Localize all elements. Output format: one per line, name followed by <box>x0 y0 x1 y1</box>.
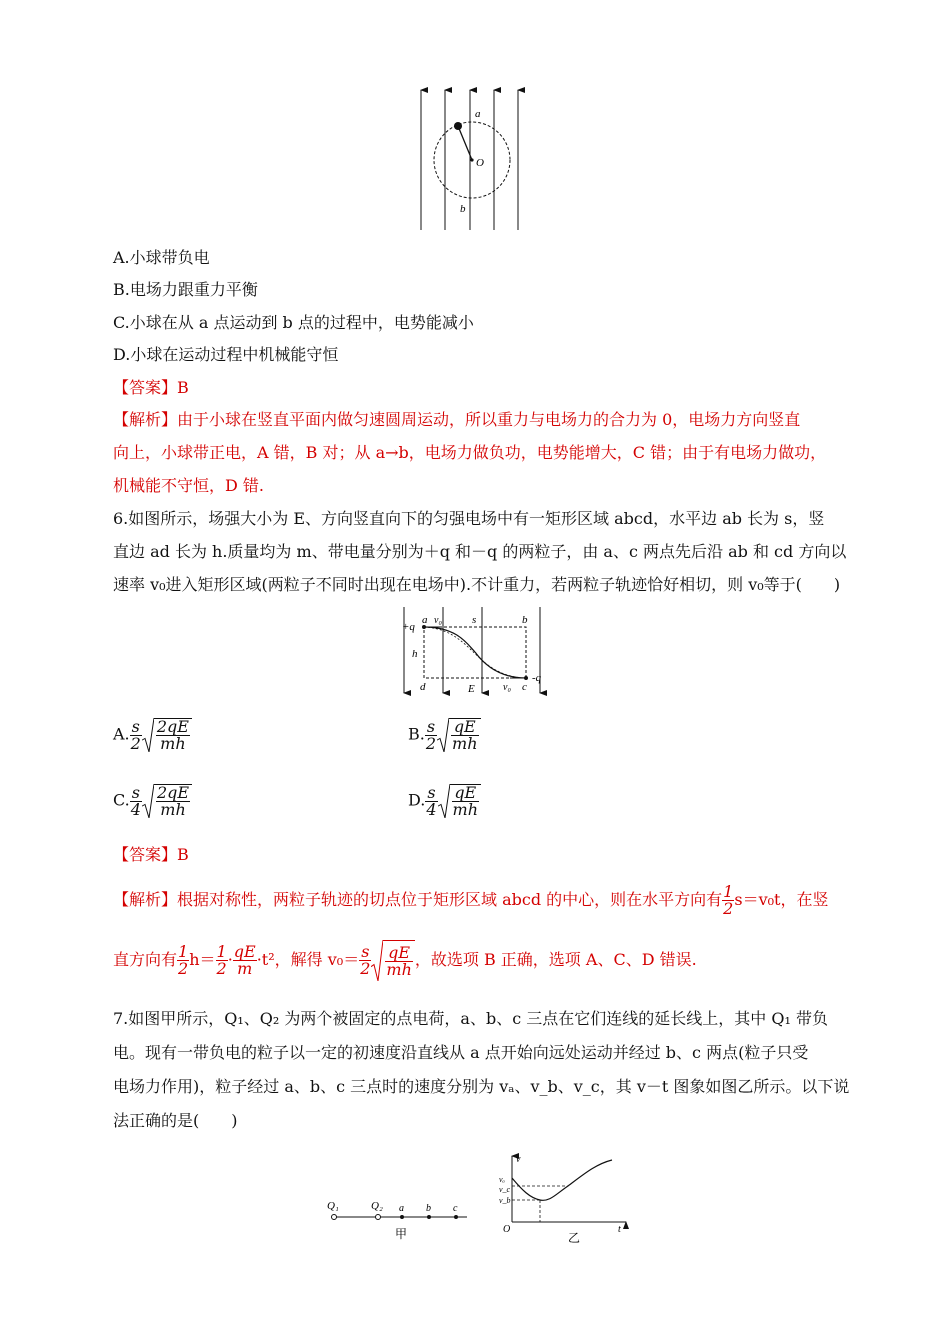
svg-text:t: t <box>618 1224 621 1235</box>
svg-text:+q: +q <box>402 621 415 633</box>
q6-option-b: B. $\frac{s}{2}$ $\frac{qE}{mh}$ <box>408 718 481 752</box>
svg-text:a: a <box>399 1203 404 1214</box>
q5-analysis-line3: 机械能不守恒，D 错. <box>113 476 265 495</box>
figure-rectangle-field <box>398 605 548 700</box>
label-a: a <box>475 108 481 120</box>
figure-jia-charges <box>322 1190 472 1250</box>
label-b: b <box>460 203 466 215</box>
q6-analysis-line1: 【解析】根据对称性，两粒子轨迹的切点位于矩形区域 abcd 的中心，则在水平方向有 $\frac{1}{2}$ s＝v₀t，在竖 <box>113 882 829 918</box>
q5-analysis-line1: 【解析】由于小球在竖直平面内做匀速圆周运动，所以重力与电场力的合力为 0，电场力方向竖直 <box>113 410 801 429</box>
svg-text:a: a <box>422 614 428 626</box>
label-O: O <box>476 157 484 169</box>
svg-text:vₐ: vₐ <box>499 1175 505 1184</box>
q5-answer: 【答案】B <box>113 378 189 397</box>
ball <box>454 122 462 130</box>
svg-text:v_b: v_b <box>499 1196 511 1205</box>
q6-option-d: D. $\frac{s}{4}$ $\frac{qE}{mh}$ <box>408 784 481 818</box>
q6-analysis-line2: 直方向有 $\frac{1}{2}$ h＝ $\frac{1}{2}$ · $\frac{qE}{m}$ ·t²，解得 v₀＝ $\frac{s}{2}$ $\frac{qE}{mh}$ ，故选项 B 正确，选项 A、C、D 错误. <box>113 942 697 979</box>
svg-text:b: b <box>522 614 528 626</box>
trajectory-minus <box>475 652 526 678</box>
charge-Q2 <box>376 1215 381 1220</box>
svg-text:乙: 乙 <box>568 1231 581 1245</box>
trajectory-plus <box>424 627 475 652</box>
svg-text:E: E <box>468 683 475 695</box>
figure-yi-vt-graph <box>494 1152 634 1252</box>
svg-text:Q₂: Q₂ <box>371 1200 383 1212</box>
q6-option-a: A. $\frac{s}{2}$ $\frac{2qE}{mh}$ <box>113 718 192 752</box>
svg-text:v₀: v₀ <box>503 682 511 693</box>
q7-stem-line1: 7.如图甲所示，Q₁、Q₂ 为两个被固定的点电荷，a、b、c 三点在它们连线的延长线上，其中 Q₁ 带负 <box>113 1009 828 1028</box>
charge-Q1 <box>332 1215 337 1220</box>
q7-stem-line2: 电。现有一带负电的粒子以一定的初速度沿直线从 a 点开始向远处运动并经过 b、c 两点(粒子只受 <box>113 1043 809 1062</box>
svg-text:Q₁: Q₁ <box>327 1200 339 1212</box>
q6-stem-line1: 6.如图所示，场强大小为 E、方向竖直向下的匀强电场中有一矩形区域 abcd，水平边 ab 长为 s，竖 <box>113 509 825 528</box>
q5-option-a: A.小球带负电 <box>113 248 210 267</box>
vt-curve <box>512 1160 612 1200</box>
q7-stem-line3: 电场力作用)，粒子经过 a、b、c 三点时的速度分别为 vₐ、v_b、v_c，其 v－t 图象如图乙所示。以下说 <box>113 1077 850 1096</box>
svg-text:甲: 甲 <box>395 1227 408 1241</box>
q6-stem-line3: 速率 v₀进入矩形区域(两粒子不同时出现在电场中).不计重力，若两粒子轨迹恰好相切，则 v₀等于( ) <box>113 575 841 594</box>
q5-option-b: B.电场力跟重力平衡 <box>113 280 258 299</box>
q6-stem-line2: 直边 ad 长为 h.质量均为 m、带电量分别为＋q 和－q 的两粒子，由 a、c 两点先后沿 ab 和 cd 方向以 <box>113 542 847 561</box>
svg-text:b: b <box>426 1203 431 1214</box>
svg-text:d: d <box>420 681 426 693</box>
svg-text:h: h <box>412 648 418 660</box>
figure-circle-field <box>408 84 532 234</box>
q6-answer: 【答案】B <box>113 845 189 864</box>
svg-text:-q: -q <box>532 672 542 684</box>
svg-text:O: O <box>503 1224 511 1235</box>
q5-analysis-line2: 向上，小球带正电，A 错，B 对；从 a→b，电场力做负功，电势能增大，C 错；由于有电场力做功， <box>113 443 827 462</box>
q6-option-c: C. $\frac{s}{4}$ $\frac{2qE}{mh}$ <box>113 784 192 818</box>
center-point <box>470 158 473 161</box>
q5-option-c: C.小球在从 a 点运动到 b 点的过程中，电势能减小 <box>113 313 474 332</box>
svg-text:c: c <box>453 1203 458 1214</box>
q5-option-d: D.小球在运动过程中机械能守恒 <box>113 345 339 364</box>
svg-text:v_c: v_c <box>499 1185 511 1194</box>
svg-text:s: s <box>472 614 477 626</box>
svg-text:v: v <box>516 1154 521 1165</box>
q7-stem-line4: 法正确的是( ) <box>113 1111 238 1130</box>
svg-text:v₀: v₀ <box>434 615 442 626</box>
svg-text:c: c <box>522 681 527 693</box>
